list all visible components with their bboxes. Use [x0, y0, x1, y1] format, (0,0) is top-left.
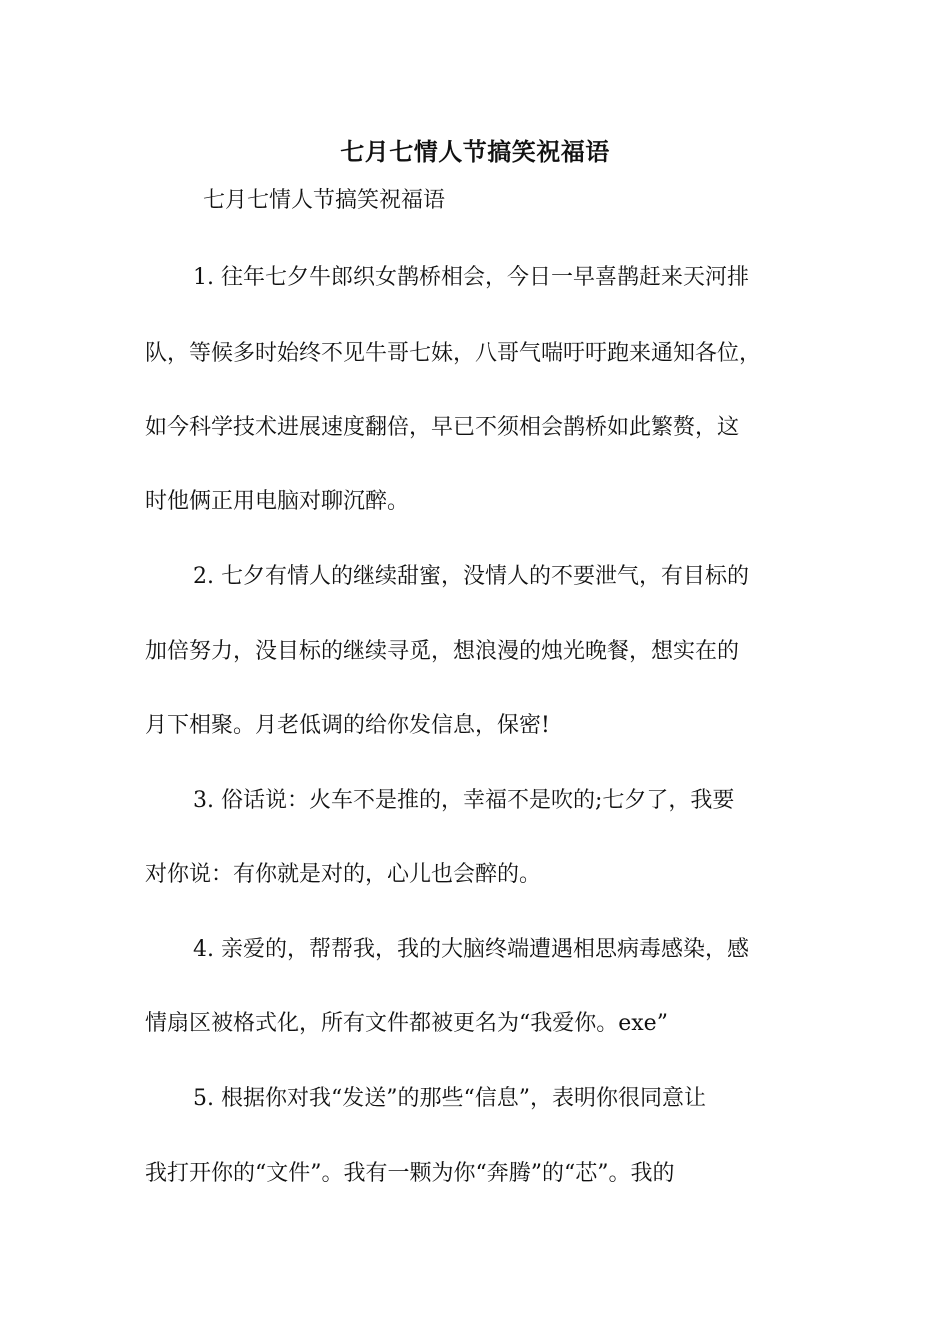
paragraph-2-line-1: 2. 七夕有情人的继续甜蜜，没情人的不要泄气，有目标的 [193, 564, 749, 589]
paragraph-4-line-1: 4. 亲爱的，帮帮我，我的大脑终端遭遇相思病毒感染，感 [193, 937, 749, 962]
paragraph-1-line-4: 时他俩正用电脑对聊沉醉。 [145, 489, 410, 514]
paragraph-3-line-1: 3. 俗话说：火车不是推的，幸福不是吹的;七夕了，我要 [193, 788, 735, 813]
paragraph-1-line-2: 队，等候多时始终不见牛哥七妹，八哥气喘吁吁跑来通知各位， [145, 341, 762, 366]
paragraph-4-line-2: 情扇区被格式化，所有文件都被更名为“我爱你。exe” [145, 1011, 668, 1036]
document-title: 七月七情人节搞笑祝福语 [340, 137, 610, 166]
paragraph-5-line-1: 5. 根据你对我“发送”的那些“信息”，表明你很同意让 [193, 1086, 706, 1111]
paragraph-5-line-2: 我打开你的“文件”。我有一颗为你“奔腾”的“芯”。我的 [145, 1161, 675, 1186]
paragraph-1-line-3: 如今科学技术进展速度翻倍，早已不须相会鹊桥如此繁赘，这 [145, 415, 740, 440]
paragraph-3-line-2: 对你说：有你就是对的，心儿也会醉的。 [145, 862, 542, 887]
paragraph-2-line-2: 加倍努力，没目标的继续寻觅，想浪漫的烛光晚餐，想实在的 [145, 639, 740, 664]
document-subtitle: 七月七情人节搞笑祝福语 [203, 188, 446, 213]
paragraph-2-line-3: 月下相聚。月老低调的给你发信息，保密! [145, 713, 550, 738]
paragraph-1-line-1: 1. 往年七夕牛郎织女鹊桥相会，今日一早喜鹊赶来天河排 [193, 265, 749, 290]
